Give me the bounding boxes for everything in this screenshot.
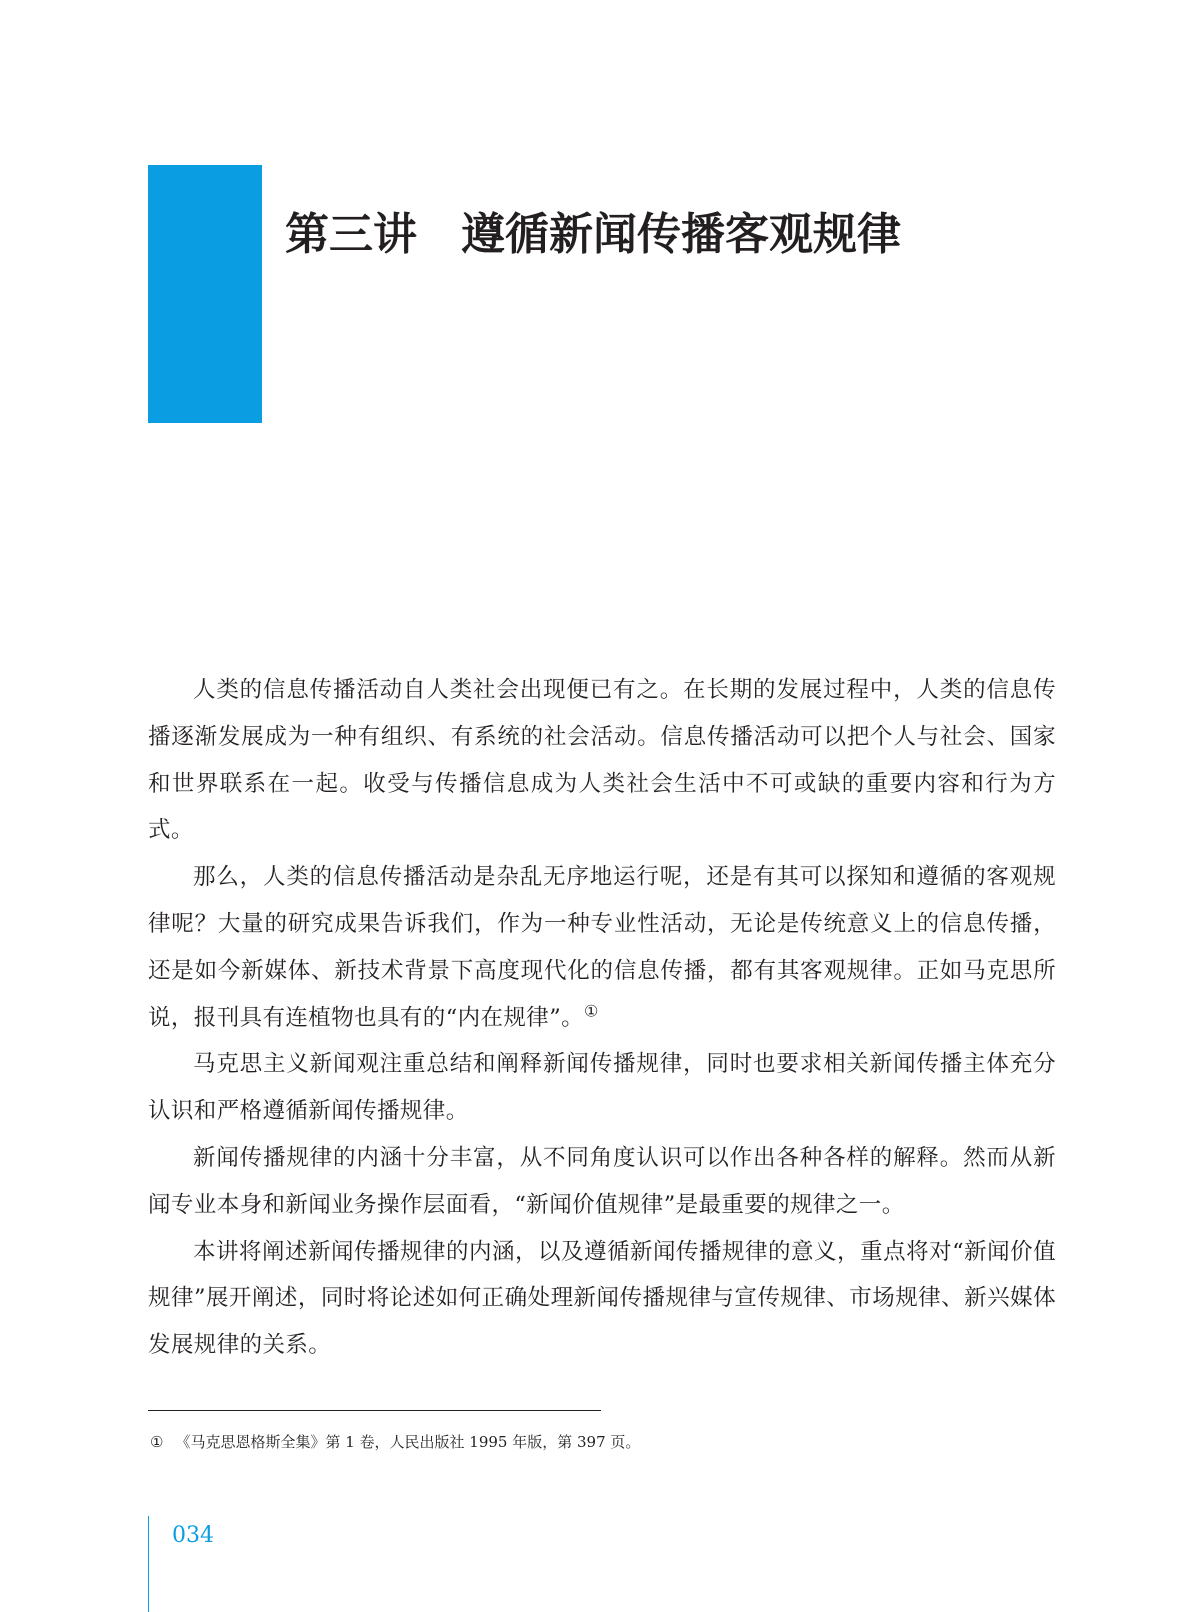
paragraph-5: 本讲将阐述新闻传播规律的内涵，以及遵循新闻传播规律的意义，重点将对“新闻价值规律”展开阐述，同时将论述如何正确处理新闻传播规律与宣传规律、市场规律、新兴媒体发展规律的关系。 [148, 1238, 1056, 1359]
chapter-heading [285, 205, 901, 265]
footnote-divider [148, 1410, 601, 1411]
page-number-rule [148, 1516, 149, 1612]
paragraph-3: 马克思主义新闻观注重总结和阐释新闻传播规律，同时也要求相关新闻传播主体充分认识和严格遵循新闻传播规律。 [148, 1051, 1056, 1125]
paragraph-4: 新闻传播规律的内涵十分丰富，从不同角度认识可以作出各种各样的解释。然而从新闻专业本身和新闻业务操作层面看，“新闻价值规律”是最重要的规律之一。 [148, 1144, 1056, 1218]
paragraph-2 [148, 854, 1056, 1041]
chapter-intro-text [148, 667, 1056, 1369]
footnote-marker: ① [150, 1433, 164, 1451]
page-number: 034 [172, 1523, 214, 1548]
paragraph-1: 人类的信息传播活动自人类社会出现便已有之。在长期的发展过程中，人类的信息传播逐渐发展成为一种有组织、有系统的社会活动。信息传播活动可以把个人与社会、国家和世界联系在一起。收受与传播信息成为人类社会生活中不可或缺的重要内容和行为方式。 [148, 677, 1056, 844]
paragraph-2-text: 那么，人类的信息传播活动是杂乱无序地运行呢，还是有其可以探知和遵循的客观规律呢？大量的研究成果告诉我们，作为一种专业性活动，无论是传统意义上的信息传播，还是如今新媒体、新技术背景下高度现代化的信息传播，都有其客观规律。正如马克思所说，报刊具有连植物也具有的“内在规律”。 [148, 864, 1056, 1031]
footnote-reference[interactable]: ① [584, 1001, 599, 1021]
footnote-text: 《马克思恩格斯全集》第 1 卷，人民出版社 1995 年版，第 397 页。 [175, 1433, 641, 1451]
chapter-title: 遵循新闻传播客观规律 [461, 209, 901, 260]
chapter-number: 第三讲 [285, 209, 417, 260]
footnote [150, 1430, 640, 1454]
chapter-color-block [148, 165, 262, 423]
